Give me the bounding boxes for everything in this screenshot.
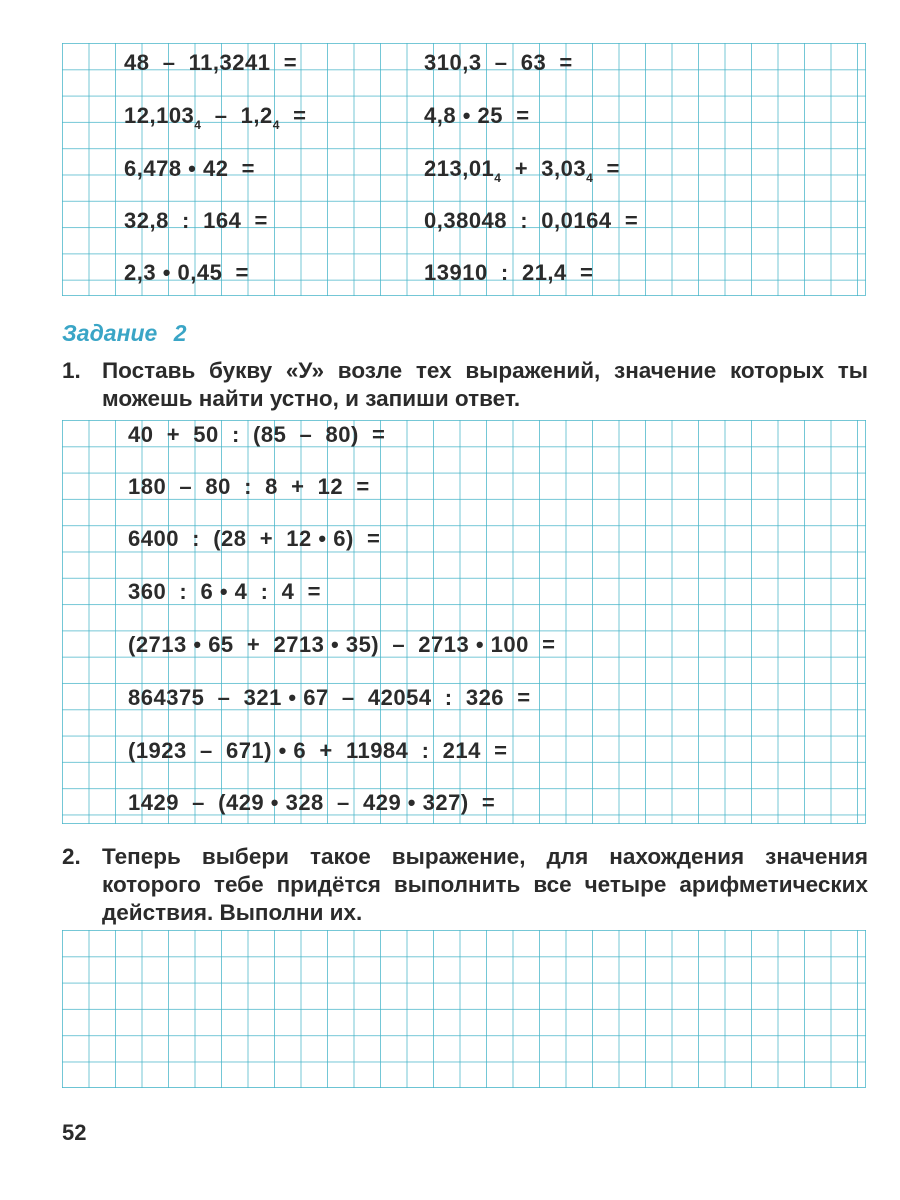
expression: 40 + 50 : (85 – 80) = — [128, 422, 386, 447]
expression-main: 213,01 — [424, 156, 495, 181]
expression: 13910 : 21,4 = — [424, 260, 594, 285]
task-title: Задание 2 — [62, 320, 187, 346]
expression: 2,3 • 0,45 = — [124, 260, 249, 285]
expression-end: = — [593, 156, 620, 181]
subscript: 4 — [272, 118, 280, 132]
expression-end: = — [279, 103, 307, 128]
subscript: 4 — [586, 171, 594, 185]
subscript: 4 — [494, 171, 502, 185]
expression: (2713 • 65 + 2713 • 35) – 2713 • 100 = — [128, 632, 556, 657]
expression-mid: – 1,2 — [201, 103, 273, 128]
item-number: 2. — [62, 844, 81, 869]
expression — [124, 103, 307, 138]
expression: 310,3 – 63 = — [424, 50, 573, 75]
grid-bottom — [62, 930, 866, 1088]
expression: 6,478 • 42 = — [124, 156, 256, 181]
expression: 6400 : (28 + 12 • 6) = — [128, 526, 381, 551]
expression-main: 12,103 — [124, 103, 195, 128]
expression: 180 – 80 : 8 + 12 = — [128, 474, 370, 499]
page-number: 52 — [62, 1120, 87, 1145]
expression: 1429 – (429 • 328 – 429 • 327) = — [128, 790, 496, 815]
expression: 864375 – 321 • 67 – 42054 : 326 = — [128, 685, 531, 710]
expression: 4,8 • 25 = — [424, 103, 530, 128]
task-item-1 — [62, 357, 868, 413]
expression — [424, 156, 620, 191]
task-item-2 — [62, 843, 868, 927]
item-text: Поставь букву «У» возле тех выражений, значение которых ты можешь найти устно, и запиши ответ. — [102, 358, 868, 411]
expression: 360 : 6 • 4 : 4 = — [128, 579, 321, 604]
expression: (1923 – 671) • 6 + 11984 : 214 = — [128, 738, 508, 763]
item-text: Теперь выбери такое выражение, для нахождения значения которого тебе придётся выполнить все четыре арифметических действия. Выполни их. — [102, 844, 868, 925]
item-number: 1. — [62, 358, 81, 383]
expression: 0,38048 : 0,0164 = — [424, 208, 639, 233]
expression: 32,8 : 164 = — [124, 208, 268, 233]
expression-mid: + 3,03 — [501, 156, 587, 181]
subscript: 4 — [194, 118, 202, 132]
expression: 48 – 11,3241 = — [124, 50, 298, 75]
